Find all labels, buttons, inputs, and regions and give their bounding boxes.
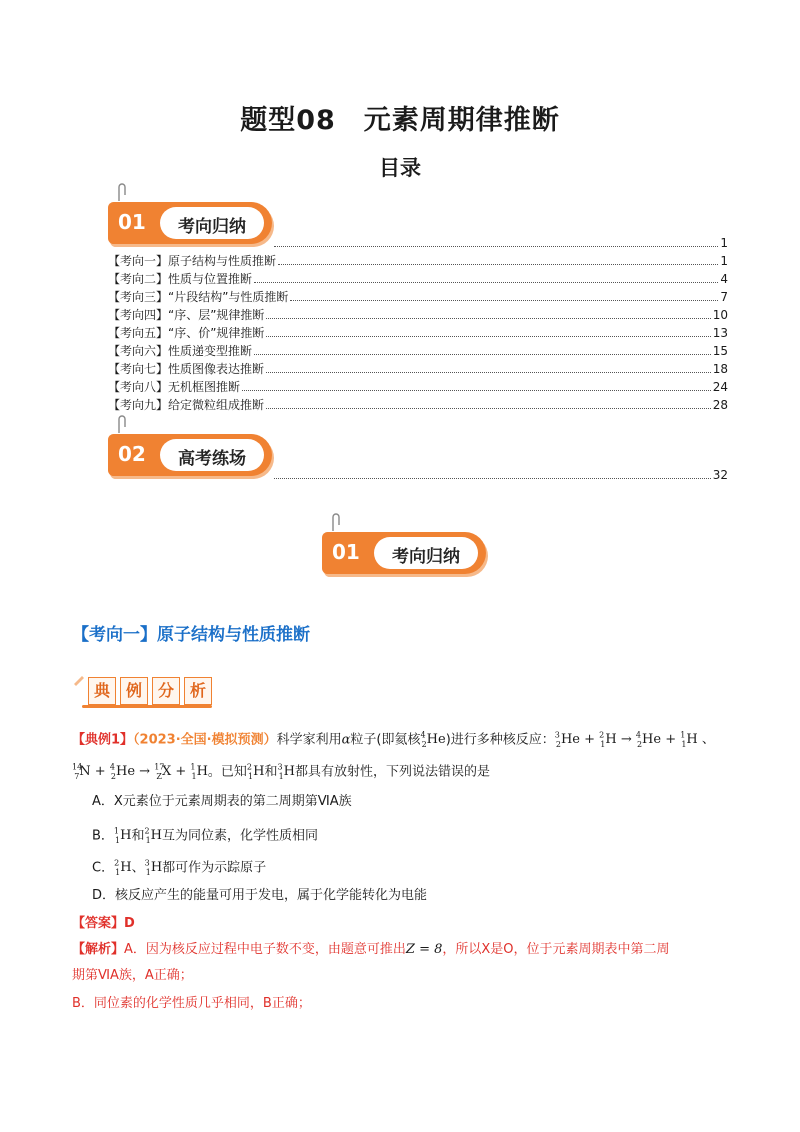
nuclear-equation-1: $^3_2$He + $^2_1$H → $^4_2$He + $^1_1$H 、 [554, 731, 715, 749]
stem-text: 科学家利用 [276, 732, 342, 748]
toc-entry[interactable]: 32 [272, 466, 728, 482]
toc-entry[interactable]: 1 [272, 234, 728, 250]
stem-text: 粒子(即氦核 [350, 732, 421, 748]
badge-label: 高考练场 [178, 449, 246, 469]
example-label: 【典例1】 [72, 732, 134, 748]
example-stem-line-2 [72, 758, 490, 787]
example-analysis-banner [72, 672, 212, 710]
analysis-label: 【解析】 [72, 942, 125, 957]
toc-entry[interactable]: 【考向四】“序、层”规律推断 10 [108, 308, 728, 322]
option-d: D．核反应产生的能量可用于发电，属于化学能转化为电能 [92, 888, 428, 903]
badge-label: 考向归纳 [178, 217, 246, 237]
banner-char: 典 [88, 677, 116, 705]
section-badge-main [322, 522, 486, 576]
answer-line [72, 914, 135, 934]
analysis-line-2: 期第ⅥA族，A正确； [72, 968, 193, 983]
stem-text: 和 [264, 764, 278, 780]
section-badge-toc-1 [108, 192, 272, 246]
toc-heading: 目录 [379, 156, 421, 180]
answer-value: D [124, 916, 135, 931]
toc-entry[interactable]: 【考向三】“片段结构”与性质推断 7 [108, 290, 728, 304]
toc-entry[interactable]: 【考向二】性质与位置推断 4 [108, 272, 728, 286]
stem-text: 都具有放射性，下列说法错误的是 [295, 764, 491, 780]
formula-h2: $^2_1$H [144, 827, 162, 845]
banner-underline [82, 705, 212, 708]
badge-number: 01 [118, 210, 146, 234]
toc-entry[interactable]: 【考向五】“序、价”规律推断 13 [108, 326, 728, 340]
pen-icon [72, 672, 86, 686]
analysis-text: ，所以X是O，位于元素周期表中第二周 [442, 942, 670, 957]
banner-char: 例 [120, 677, 148, 705]
section-heading: 【考向一】原子结构与性质推断 [72, 625, 310, 645]
stem-text: )进行多种核反应： [445, 732, 555, 748]
alpha-symbol: α [341, 732, 351, 748]
section-badge-toc-2 [108, 424, 272, 478]
banner-char: 析 [184, 677, 212, 705]
nuclear-equation-2: $^{14}_7$N + $^4_2$He → $^{17}_Z$X + $^1_1$H [72, 763, 208, 781]
example-stem-line-1 [72, 726, 715, 755]
banner-char: 分 [152, 677, 180, 705]
analysis-line-3: B．同位素的化学性质几乎相同，B正确； [72, 996, 311, 1011]
badge-label: 考向归纳 [392, 547, 460, 567]
example-source: （2023·全国·模拟预测） [133, 732, 277, 748]
formula-h3: $^3_1$H [277, 763, 295, 781]
toc-entry[interactable]: 【考向六】性质递变型推断 15 [108, 344, 728, 358]
formula-he4: $^4_2$He [420, 731, 446, 749]
option-a: A．X元素位于元素周期表的第二周期第ⅥA族 [92, 794, 352, 809]
stem-text: 。已知 [207, 764, 247, 780]
option-c: C．$^2_1$H、$^3_1$H都可作为示踪原子 [92, 859, 267, 877]
formula-h1: $^1_1$H [113, 827, 132, 845]
z-expression: Z = 8 [405, 942, 443, 957]
option-b: B．$^1_1$H和$^2_1$H互为同位素，化学性质相同 [92, 827, 319, 845]
toc-entry[interactable]: 【考向一】原子结构与性质推断 1 [108, 254, 728, 268]
analysis-text: A．因为核反应过程中电子数不变，由题意可推出 [124, 942, 406, 957]
badge-number: 02 [118, 442, 146, 466]
formula-h2: $^2_1$H [114, 859, 132, 877]
badge-number: 01 [332, 540, 360, 564]
page-title: 题型08 元素周期律推断 [240, 105, 560, 136]
toc-entry[interactable]: 【考向九】给定微粒组成推断 28 [108, 398, 728, 412]
formula-h3: $^3_1$H [144, 859, 163, 877]
toc-entry[interactable]: 【考向七】性质图像表达推断 18 [108, 362, 728, 376]
toc-entry[interactable]: 【考向八】无机框图推断 24 [108, 380, 728, 394]
answer-label: 【答案】 [72, 916, 125, 931]
formula-h2: $^2_1$H [246, 763, 265, 781]
analysis-line-1 [72, 940, 670, 960]
paperclip-icon [112, 182, 126, 202]
paperclip-icon [326, 512, 340, 532]
paperclip-icon [112, 414, 126, 434]
